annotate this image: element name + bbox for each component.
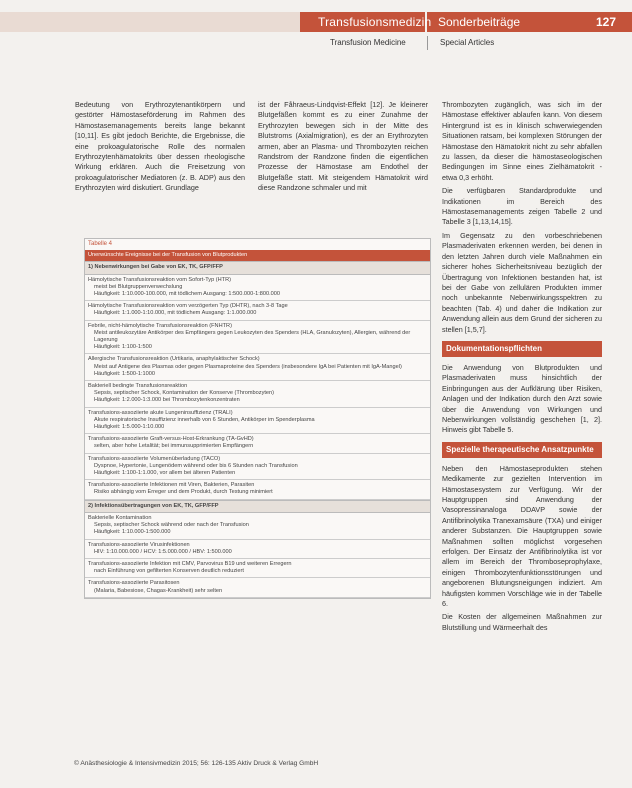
table-row-detail: Häufigkeit: 1:100-1:500 [94,344,152,351]
table-row-title: Transfusions-assoziierte Infektion mit CMV, Parvovirus B19 und weiteren Erregern [88,560,292,567]
table-row-detail: Häufigkeit: 1:10.000-100.000, mit tödlichem Ausgang: 1:500.000-1:800.000 [94,291,280,298]
paragraph: Neben den Hämostaseprodukten stehen Medikamente zur gezielten Intervention im Hämostasesystem zur Verfügung. Wir der Hauptgruppen sind Anwendung der Vasopressinanaloga DDAVP sowie der Antifibrinolytika Tranexamsäure (TXA) und einiger anderer Substanzen. Die Hauptgruppen sowie Maßnahmen sollten möglichst vorgesehen erfolgen. Der Einsatz der Antifibrinolytika ist vor allem im Bereich der Thromboseprophylaxe, einigen Thrombozytenfunktionsstörungen und angeborenen Blutungsneigungen indiziert. Am häufigsten kommen Vorschläge wie in der Tabelle 6. [442,463,602,609]
header-subtitle-left: Transfusion Medicine [330,38,406,47]
table-row [85,275,430,302]
table-row-title: Hämolytische Transfusionsreaktion vom verzögerten Typ (DHTR), nach 3-8 Tage [88,303,288,310]
header-section: Sonderbeiträge [438,15,521,29]
table-row-title: Bakteriell bedingte Transfusionsreaktion [88,383,188,390]
table-row-detail: Häufigkeit: 1:2.000-1:3.000 bei Thrombozytenkonzentraten [94,397,240,404]
table-row [85,321,430,355]
table-row-title: Transfusions-assoziierte Volumenüberladung (TACO) [88,455,221,462]
table-row-detail: selten, aber hohe Letalität; bei immunsupprimierten Empfängern [94,443,254,450]
table-row-title: Febrile, nicht-hämolytische Transfusionsreaktion (FNHTR) [88,322,232,329]
table-row [85,381,430,408]
table-row [85,513,430,540]
table-caption: Tabelle 4 [88,241,113,247]
table-4 [84,238,431,599]
table-row [85,408,430,435]
page-number: 127 [596,15,617,29]
table-section-1-rows [85,275,430,500]
header-divider [427,36,428,50]
table-row-detail: Meist auf Antigene des Plasmas oder gegen Plasmaproteine des Spenders (insbesondere IgA bei Patienten mit IgA-Mangel) [94,363,402,370]
table-row-title: Transfusions-assoziierte akute Lungeninsuffizienz (TRALI) [88,409,233,416]
table-row-detail: Häufigkeit: 1:5.000-1:10.000 [94,424,165,431]
paragraph: ist der Fåhraeus-Lindqvist-Effekt [12]. Je kleinerer Blutgefäßen kommt es zu einer Zunahme der Erythrozyten bewegen sich in der Mitte des Blutstroms (Axialmigration), es der an Erythrozyten armen, aber an Plasma- und Thrombozyten reichen Randstrom der Randzone finden die eigentlichen Prozesse der Hämostase am Endothel der Blutgefäße statt. Mit steigendem Hämatokrit wird diese Randzone schmaler und mit [258,100,428,193]
text-column-3 [442,100,602,636]
paragraph: Thrombozyten zugänglich, was sich im der Hämostase effektiver ablaufen kann. Von diesem Hintergrund ist es in klinisch schwerwiegenden Situationen ratsam, bei komplexen Störungen der Hämostase den Hämatokrit nicht zu sehr abfallen zu lassen, da dieser die hämostaseologischen Bedingungen im Sinne eines Zielhämatokrit - etwa 0,3 erhöht. [442,100,602,182]
table-row-detail: Meist antileukozytäre Antikörper des Empfängers gegen Leukozyten des Spenders (HLA, Granulozyten), Allergien, während der Lagerung [94,329,411,344]
footer: © Anästhesiologie & Intensivmedizin 2015; 56: 126-135 Aktiv Druck & Verlag GmbH [74,760,319,767]
table-row-title: Transfusions-assoziierte Parasitosen [88,580,180,587]
paragraph: Die verfügbaren Standardprodukte und Indikationen im Bereich des Hämostasemanagements zeigen Tabelle 2 und Tabelle 3 [1,13,14,15]. [442,186,602,227]
table-row [85,454,430,481]
paragraph: Bedeutung von Erythrozytenantikörpern und gestörter Hämostaseförderung im Rahmen des Hämostasemanagements bereits lange bekannt [10,11]. Es gibt jedoch Berichte, die Ergebnisse, die eine prokoagulatorische Rolle des normalen Erythrozytenhämatokrits über dessen rheologische Wirkung erklären. Auch die Freisetzung von prokoagulatorischer Mediatoren (z. B. ADP) aus den Erythrozyten wird diskutiert. Grundlage [75,100,245,193]
table-row-detail: Häufigkeit: 1:100-1:1.000, vor allem bei älteren Patienten [94,470,236,477]
table-row [85,540,430,559]
table-row-detail: Häufigkeit: 1:1.000-1:10.000, mit tödlichem Ausgang: 1:1.000.000 [94,310,257,317]
table-row-detail: Häufigkeit: 1:500-1:1000 [94,370,155,377]
table-row-detail: Dyspnoe, Hypertonie, Lungenödem während oder bis 6 Stunden nach Transfusion [94,462,298,469]
table-row-detail: Sepsis, septischer Schock, Kontamination der Konserve (Thrombozyten) [94,390,275,397]
table-row [85,434,430,453]
text-column-1 [75,100,245,197]
table-row-detail: Sepsis, septischer Schock während oder nach der Transfusion [94,522,249,529]
section-heading-documentation: Dokumentationspflichten [442,341,602,357]
table-section-2: 2) Infektionsübertragungen von EK, TK, GFP/FFP [85,500,430,513]
table-row-title: Allergische Transfusionsreaktion (Urtikaria, anaphylaktischer Schock) [88,356,260,363]
table-row-detail: Risiko abhängig vom Erreger und dem Produkt, durch Testung minimiert [94,489,273,496]
table-row [85,480,430,499]
table-row [85,301,430,320]
paragraph: Im Gegensatz zu den vorbeschriebenen Plasmaderivaten erkennen werden, bei denen in den letzten Jahren durch viele Maßnahmen ein sicherer hohes Sicherheitsniveau bezüglich der Übertragung von Infektionen bestanden hat, ist bei der Gabe von zellulären Produkten immer noch unbekannte Nebenwirkungsspektren zu beachten (Tab. 4) und daher die Indikation zur Anwendung allein aus dem Grund der sicheren zu stellen [1,5,7]. [442,230,602,334]
table-row-detail: meist bei Blutgruppenverwechslung [94,283,183,290]
text-column-2 [258,100,428,197]
paragraph: Die Anwendung von Blutprodukten und Plasmaderivaten muss hinsichtlich der Einbringungen aus der Aufklärung über Risiken, Anlagen und der Indikation durch den Arzt sowie über die Anwendung von Wirkungen und Nebenwirkungen vollständig geschehen [1, 2]. Hinweis gibt Tabelle 5. [442,362,602,435]
table-header: Unerwünschte Ereignisse bei der Transfusion von Blutprodukten [85,250,430,261]
table-row-title: Transfusions-assoziierte Graft-versus-Host-Erkrankung (TA-GvHD) [88,436,254,443]
table-row-detail: HIV: 1:10.000.000 / HCV: 1:5.000.000 / HBV: 1:500.000 [94,548,232,555]
header-subtitle-right: Special Articles [440,38,495,47]
table-row-detail: Akute respiratorische Insuffizienz innerhalb von 6 Stunden, Antikörper im Spenderplasma [94,416,315,423]
table-row [85,559,430,578]
table-section-1: 1) Nebenwirkungen bei Gabe von EK, TK, GFP/FFP [85,261,430,274]
table-row [85,354,430,381]
table-row-detail: nach Einführung von gefilterten Konserven deutlich reduziert [94,568,244,575]
table-section-2-rows [85,513,430,598]
section-heading-therapy: Spezielle therapeutische Ansatzpunkte [442,442,602,458]
header-title: Transfusionsmedizin [318,15,432,29]
table-row-title: Transfusions-assoziierte Virusinfektionen [88,541,190,548]
table-row-detail: (Malaria, Babesiose, Chagas-Krankheit) sehr selten [94,587,223,594]
table-row-title: Hämolytische Transfusionsreaktion vom Sofort-Typ (HTR) [88,276,231,283]
table-row-detail: Häufigkeit: 1:10.000-1:500.000 [94,529,171,536]
table-row [85,578,430,597]
table-row-title: Bakterielle Kontamination [88,514,152,521]
table-row-title: Transfusions-assoziierte Infektionen mit Viren, Bakterien, Parasiten [88,482,255,489]
paragraph: Die Kosten der allgemeinen Maßnahmen zur Blutstillung und Wärmeerhalt des [442,612,602,632]
header-band [0,0,632,46]
